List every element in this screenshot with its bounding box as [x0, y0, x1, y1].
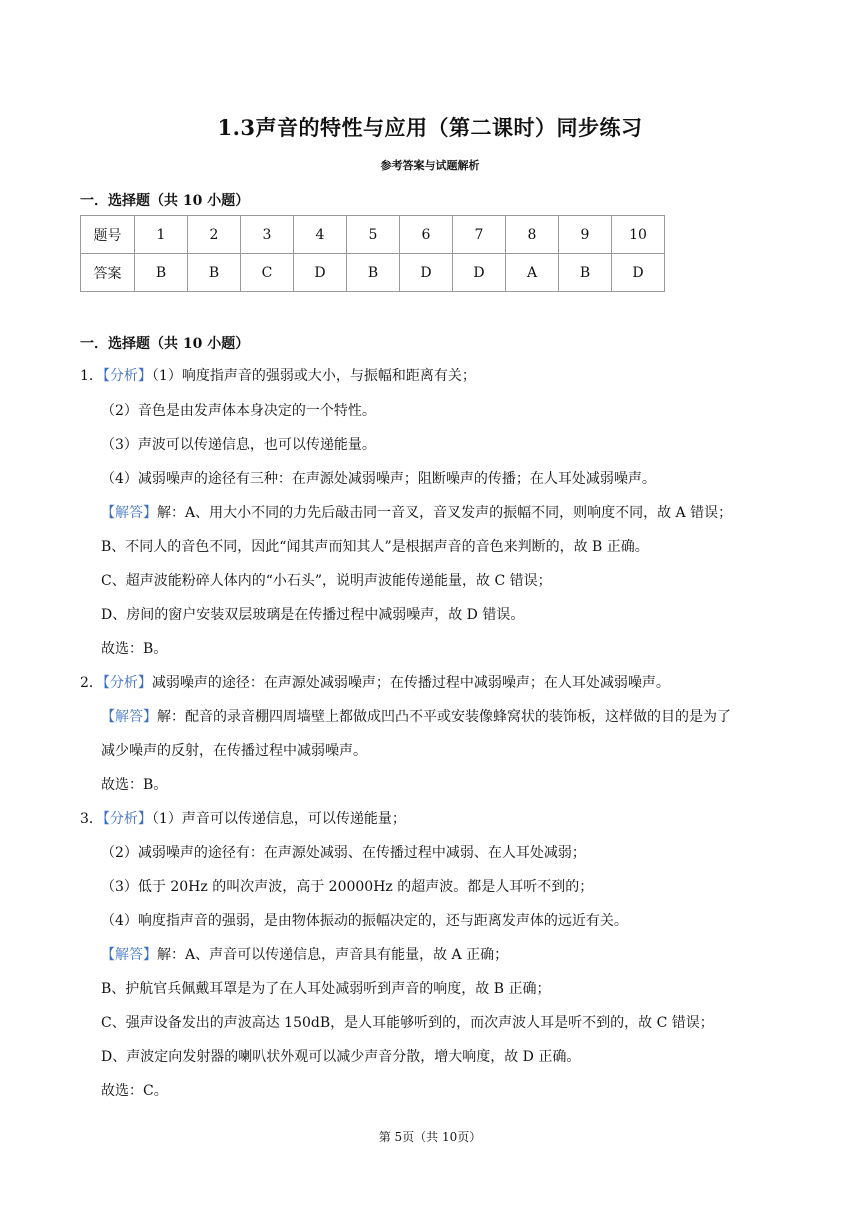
- question-3-analysis-line: [80, 809, 406, 829]
- question-1-analysis-line: [80, 366, 476, 386]
- table-cell: 2: [188, 216, 241, 254]
- analysis-text: （4）响度指声音的强弱，是由物体振动的振幅决定的，还与距离发声体的远近有关。: [101, 913, 628, 929]
- analysis-tag: 【分析】: [102, 368, 152, 384]
- answer-text: C、强声设备发出的声波高达 150dB，是人耳能够听到的，而次声波人耳是听不到的，故 C 错误；: [101, 1015, 714, 1031]
- answer-text: D、房间的窗户安装双层玻璃是在传播过程中减弱噪声，故 D 错误。: [101, 607, 525, 623]
- table-cell: 6: [400, 216, 453, 254]
- table-cell: 7: [453, 216, 506, 254]
- table-cell: A: [506, 254, 559, 292]
- answer-text: C、超声波能粉碎人体内的“小石头”，说明声波能传递能量，故 C 错误；: [101, 573, 552, 589]
- page-footer: 第 5页（共 10页）: [378, 1130, 482, 1144]
- question-3-answer-line: [101, 945, 508, 965]
- table-cell: 4: [294, 216, 347, 254]
- table-cell: 10: [612, 216, 665, 254]
- table-cell: 1: [135, 216, 188, 254]
- analysis-tag: 【分析】: [102, 811, 152, 827]
- page-title: 1.3声音的特性与应用（第二课时）同步练习: [217, 115, 643, 140]
- analysis-text: （3）低于 20Hz 的叫次声波，高于 20000Hz 的超声波。都是人耳听不到的；: [101, 879, 594, 895]
- analysis-text: 减弱噪声的途径：在声源处减弱噪声；在传播过程中减弱噪声；在人耳处减弱噪声。: [151, 675, 670, 691]
- answer-tag: 【解答】: [101, 505, 157, 521]
- analysis-tag: 【分析】: [102, 675, 152, 691]
- table-cell: 3: [241, 216, 294, 254]
- table-cell: D: [612, 254, 665, 292]
- analysis-text: （3）声波可以传递信息，也可以传递能量。: [101, 437, 376, 453]
- table-cell: B: [559, 254, 612, 292]
- answer-text: 解：配音的录音棚四周墙壁上都做成凹凸不平或安装像蜂窝状的装饰板，这样做的目的是为了: [157, 709, 731, 725]
- table-cell: B: [188, 254, 241, 292]
- answer-table: [80, 215, 665, 292]
- section-heading-2: 一．选择题（共 10 小题）: [80, 336, 250, 352]
- answer-text: B、护航官兵佩戴耳罩是为了在人耳处减弱听到声音的响度，故 B 正确；: [101, 981, 551, 997]
- question-2-answer-line: [101, 707, 731, 727]
- table-cell: 8: [506, 216, 559, 254]
- answer-text: B、不同人的音色不同，因此“闻其声而知其人”是根据声音的音色来判断的，故 B 正确。: [101, 539, 649, 555]
- table-cell: B: [347, 254, 400, 292]
- analysis-text: （2）减弱噪声的途径有：在声源处减弱、在传播过程中减弱、在人耳处减弱；: [101, 845, 586, 861]
- answer-text: 解：A、用大小不同的力先后敲击同一音叉，音叉发声的振幅不同，则响度不同，故 A 错误；: [157, 505, 733, 521]
- question-number: 1．: [80, 368, 103, 384]
- table-header-cell: 答案: [81, 254, 135, 292]
- answer-text: D、声波定向发射器的喇叭状外观可以减少声音分散，增大响度，故 D 正确。: [101, 1049, 581, 1065]
- table-cell: C: [241, 254, 294, 292]
- answer-text: 解：A、声音可以传递信息，声音具有能量，故 A 正确；: [157, 947, 509, 963]
- table-cell: 5: [347, 216, 400, 254]
- answer-tag: 【解答】: [101, 947, 157, 963]
- answer-choice: 故选：C。: [101, 1083, 168, 1099]
- analysis-text: （4）减弱噪声的途径有三种：在声源处减弱噪声；阻断噪声的传播；在人耳处减弱噪声。: [101, 471, 656, 487]
- table-cell: D: [400, 254, 453, 292]
- analysis-text: （2）音色是由发声体本身决定的一个特性。: [101, 403, 376, 419]
- analysis-text: （1）声音可以传递信息，可以传递能量；: [151, 811, 406, 827]
- question-1-answer-line: [101, 503, 732, 523]
- page-subtitle: 参考答案与试题解析: [380, 159, 480, 172]
- analysis-text: （1）响度指声音的强弱或大小，与振幅和距离有关；: [151, 368, 476, 384]
- answer-text: 减少噪声的反射，在传播过程中减弱噪声。: [101, 743, 367, 759]
- question-number: 3．: [80, 811, 103, 827]
- table-row-answers: [81, 254, 665, 292]
- answer-tag: 【解答】: [101, 709, 157, 725]
- question-2-analysis-line: [80, 673, 670, 693]
- table-cell: B: [135, 254, 188, 292]
- answer-choice: 故选：B。: [101, 641, 168, 657]
- table-cell: D: [294, 254, 347, 292]
- question-number: 2．: [80, 675, 103, 691]
- table-cell: D: [453, 254, 506, 292]
- table-cell: 9: [559, 216, 612, 254]
- answer-choice: 故选：B。: [101, 777, 168, 793]
- section-heading: 一．选择题（共 10 小题）: [80, 193, 250, 209]
- table-row-numbers: [81, 216, 665, 254]
- table-header-cell: 题号: [81, 216, 135, 254]
